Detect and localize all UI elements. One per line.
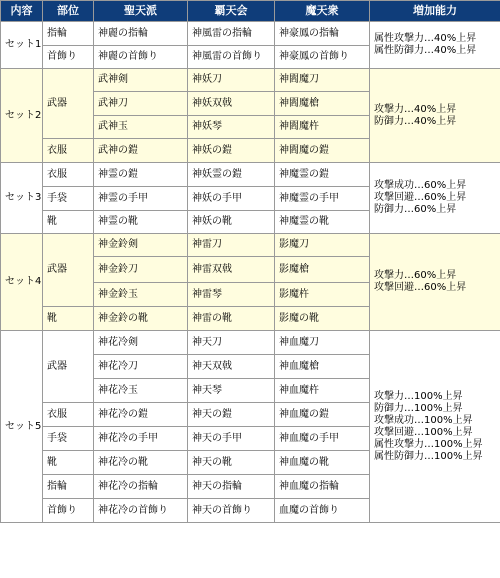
- seiten-item: 神麗の首飾り: [94, 46, 188, 69]
- maten-item: 神血魔刀: [275, 331, 370, 355]
- haten-item: 神雷双戟: [188, 257, 275, 283]
- part-cell: 首飾り: [43, 46, 94, 69]
- haten-item: 神妖琴: [188, 116, 275, 139]
- bonus-line: 属性攻撃力…100%上昇: [374, 438, 483, 450]
- maten-item: 血魔の首飾り: [275, 499, 370, 523]
- header-seiten: 聖天派: [94, 1, 188, 22]
- seiten-item: 神霊の鎧: [94, 163, 188, 187]
- seiten-item: 神麗の指輪: [94, 22, 188, 46]
- part-cell: 武器: [43, 234, 94, 307]
- maten-item: 影魔杵: [275, 283, 370, 307]
- maten-item: 影魔槍: [275, 257, 370, 283]
- set-2-group: [1, 69, 500, 163]
- set-name: セット4: [1, 234, 43, 331]
- seiten-item: 神霊の靴: [94, 211, 188, 234]
- seiten-item: 神花冷剣: [94, 331, 188, 355]
- seiten-item: 神花冷の靴: [94, 451, 188, 475]
- set-name: セット5: [1, 331, 43, 523]
- maten-item: 神魔霊の靴: [275, 211, 370, 234]
- haten-item: 神風雷の指輪: [188, 22, 275, 46]
- bonus-cell: [370, 22, 500, 69]
- maten-item: 神豪鳳の首飾り: [275, 46, 370, 69]
- seiten-item: 武神の鎧: [94, 139, 188, 163]
- seiten-item: 神花冷刀: [94, 355, 188, 379]
- haten-item: 神天の手甲: [188, 427, 275, 451]
- part-cell: 手袋: [43, 187, 94, 211]
- bonus-cell: [370, 234, 500, 331]
- header-maten: 魔天衆: [275, 1, 370, 22]
- header-haten: 覇天会: [188, 1, 275, 22]
- haten-item: 神雷琴: [188, 283, 275, 307]
- part-cell: 指輪: [43, 475, 94, 499]
- bonus-line: 攻撃回避…60%上昇: [374, 282, 467, 293]
- haten-item: 神妖刀: [188, 69, 275, 92]
- haten-item: 神天の指輪: [188, 475, 275, 499]
- haten-item: 神妖の鎧: [188, 139, 275, 163]
- bonus-line: 属性攻撃力…40%上昇: [374, 33, 477, 44]
- haten-item: 神天の靴: [188, 451, 275, 475]
- seiten-item: 神花冷の手甲: [94, 427, 188, 451]
- header-content: 内容: [1, 1, 43, 22]
- maten-item: 神血魔槍: [275, 355, 370, 379]
- maten-item: 神血魔の靴: [275, 451, 370, 475]
- seiten-item: 神花冷玉: [94, 379, 188, 403]
- haten-item: 神雷の靴: [188, 307, 275, 331]
- seiten-item: 武神刀: [94, 92, 188, 116]
- bonus-line: 防御力…100%上昇: [374, 402, 463, 414]
- bonus-line: 攻撃力…40%上昇: [374, 103, 457, 115]
- bonus-line: 攻撃力…100%上昇: [374, 390, 463, 402]
- header-bonus: 増加能力: [370, 1, 500, 22]
- seiten-item: 武神剣: [94, 69, 188, 92]
- bonus-line: 属性防御力…40%上昇: [374, 45, 477, 56]
- part-cell: 武器: [43, 331, 94, 403]
- set-name: セット3: [1, 163, 43, 234]
- part-cell: 衣服: [43, 163, 94, 187]
- haten-item: 神天刀: [188, 331, 275, 355]
- haten-item: 神天双戟: [188, 355, 275, 379]
- bonus-line: 攻撃回避…60%上昇: [374, 192, 467, 203]
- bonus-line: 属性防御力…100%上昇: [374, 450, 483, 462]
- haten-item: 神風雷の首飾り: [188, 46, 275, 69]
- table-row: [1, 163, 500, 187]
- part-cell: 衣服: [43, 403, 94, 427]
- seiten-item: 武神玉: [94, 116, 188, 139]
- seiten-item: 神霊の手甲: [94, 187, 188, 211]
- haten-item: 神妖の手甲: [188, 187, 275, 211]
- set-name: セット2: [1, 69, 43, 163]
- seiten-item: 神金鈴剣: [94, 234, 188, 257]
- bonus-cell: [370, 163, 500, 234]
- seiten-item: 神金鈴の靴: [94, 307, 188, 331]
- part-cell: 靴: [43, 307, 94, 331]
- bonus-line: 防御力…40%上昇: [374, 115, 457, 127]
- haten-item: 神妖霊の鎧: [188, 163, 275, 187]
- table-row: [1, 22, 500, 46]
- maten-item: 神閻魔槍: [275, 92, 370, 116]
- haten-item: 神雷刀: [188, 234, 275, 257]
- header-row: [1, 1, 500, 22]
- table-row: [1, 234, 500, 257]
- set-3-group: [1, 163, 500, 234]
- maten-item: 神血魔の鎧: [275, 403, 370, 427]
- part-cell: 首飾り: [43, 499, 94, 523]
- table-row: [1, 331, 500, 355]
- set-name: セット1: [1, 22, 43, 69]
- header-part: 部位: [43, 1, 94, 22]
- bonus-line: 攻撃回避…100%上昇: [374, 426, 473, 438]
- maten-item: 神魔霊の鎧: [275, 163, 370, 187]
- part-cell: 武器: [43, 69, 94, 139]
- seiten-item: 神花冷の指輪: [94, 475, 188, 499]
- set-5-group: [1, 331, 500, 523]
- haten-item: 神天の鎧: [188, 403, 275, 427]
- seiten-item: 神金鈴刀: [94, 257, 188, 283]
- seiten-item: 神花冷の鎧: [94, 403, 188, 427]
- bonus-cell: [370, 69, 500, 163]
- seiten-item: 神金鈴玉: [94, 283, 188, 307]
- maten-item: 神血魔杵: [275, 379, 370, 403]
- maten-item: 影魔の靴: [275, 307, 370, 331]
- haten-item: 神天琴: [188, 379, 275, 403]
- maten-item: 神魔霊の手甲: [275, 187, 370, 211]
- part-cell: 指輪: [43, 22, 94, 46]
- maten-item: 神血魔の指輪: [275, 475, 370, 499]
- bonus-line: 攻撃成功…100%上昇: [374, 414, 473, 426]
- set-4-group: [1, 234, 500, 331]
- set-1-group: [1, 22, 500, 69]
- maten-item: 神豪鳳の指輪: [275, 22, 370, 46]
- part-cell: 衣服: [43, 139, 94, 163]
- bonus-cell: [370, 331, 500, 523]
- maten-item: 神閻魔杵: [275, 116, 370, 139]
- part-cell: 靴: [43, 451, 94, 475]
- maten-item: 神閻魔刀: [275, 69, 370, 92]
- bonus-line: 防御力…60%上昇: [374, 204, 457, 215]
- table-row: [1, 69, 500, 92]
- haten-item: 神妖双戟: [188, 92, 275, 116]
- part-cell: 手袋: [43, 427, 94, 451]
- bonus-line: 攻撃力…60%上昇: [374, 270, 457, 281]
- maten-item: 神閻魔の鎧: [275, 139, 370, 163]
- seiten-item: 神花冷の首飾り: [94, 499, 188, 523]
- maten-item: 神血魔の手甲: [275, 427, 370, 451]
- part-cell: 靴: [43, 211, 94, 234]
- bonus-line: 攻撃成功…60%上昇: [374, 180, 467, 191]
- maten-item: 影魔刀: [275, 234, 370, 257]
- haten-item: 神天の首飾り: [188, 499, 275, 523]
- haten-item: 神妖の靴: [188, 211, 275, 234]
